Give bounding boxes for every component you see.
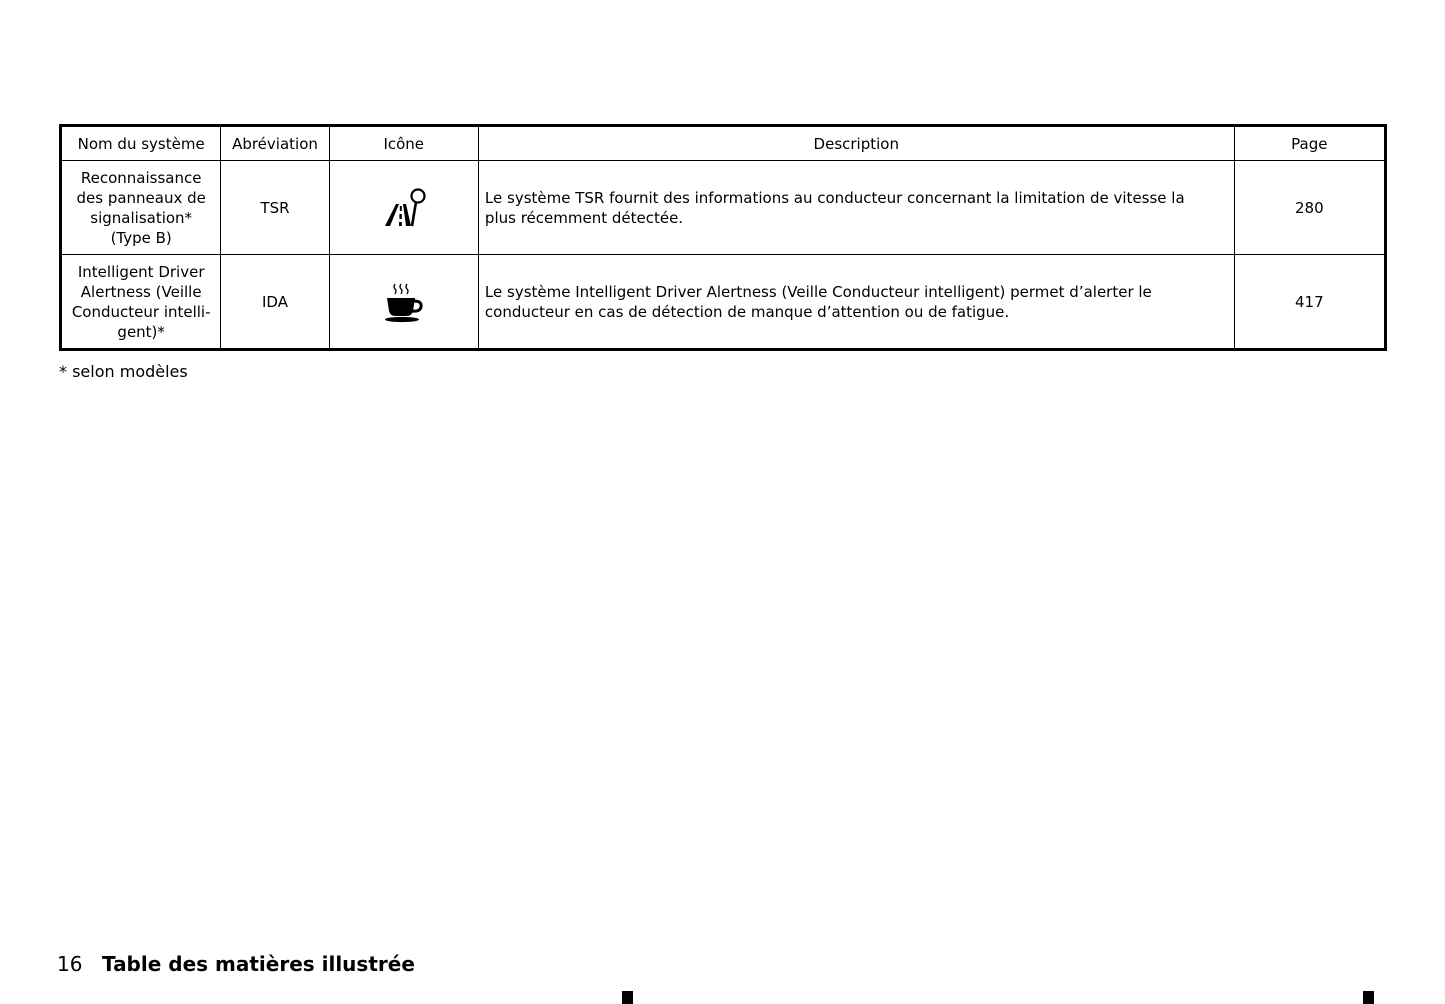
footer-title: Table des matières illustrée — [102, 952, 415, 976]
system-name-cell — [61, 255, 221, 350]
traffic-sign-recognition-icon — [381, 186, 427, 230]
system-name-line: Reconnaissance — [80, 168, 202, 187]
footnote: * selon modèles — [59, 362, 188, 381]
description-line: Le système TSR fournit des informations au conducteur concernant la limitation de vitesse la — [484, 188, 1185, 207]
crop-mark — [1363, 991, 1374, 1004]
system-name-line: gent)* — [117, 322, 165, 341]
table-row — [61, 161, 1386, 255]
system-name-cell — [61, 161, 221, 255]
header-page: Page — [1234, 126, 1385, 161]
description-line: Le système Intelligent Driver Alertness (Veille Conducteur intelligent) permet d’alerter le — [484, 282, 1152, 301]
description-cell — [478, 161, 1234, 255]
system-name-line: des panneaux de — [76, 188, 206, 207]
header-icon: Icône — [329, 126, 478, 161]
description-line: plus récemment détectée. — [484, 208, 684, 227]
system-name-line: Alertness (Veille — [80, 282, 202, 301]
abbreviation-cell: TSR — [221, 161, 329, 255]
coffee-cup-icon — [382, 280, 426, 324]
system-name-line: (Type B) — [110, 228, 172, 247]
page-cell: 417 — [1234, 255, 1385, 350]
icon-cell — [329, 255, 478, 350]
abbreviation-cell: IDA — [221, 255, 329, 350]
header-system-name: Nom du système — [61, 126, 221, 161]
description-line: conducteur en cas de détection de manque d’attention ou de fatigue. — [484, 302, 1010, 321]
system-name-line: Conducteur intelli- — [71, 302, 211, 321]
system-name-line: signalisation* — [90, 208, 193, 227]
table-row — [61, 255, 1386, 350]
header-description: Description — [478, 126, 1234, 161]
systems-table — [59, 124, 1387, 351]
table-header-row — [61, 126, 1386, 161]
page-number: 16 — [57, 952, 83, 976]
description-cell — [478, 255, 1234, 350]
system-name-line: Intelligent Driver — [77, 262, 205, 281]
crop-mark — [622, 991, 633, 1004]
page-cell: 280 — [1234, 161, 1385, 255]
header-abbreviation: Abréviation — [221, 126, 329, 161]
icon-cell — [329, 161, 478, 255]
